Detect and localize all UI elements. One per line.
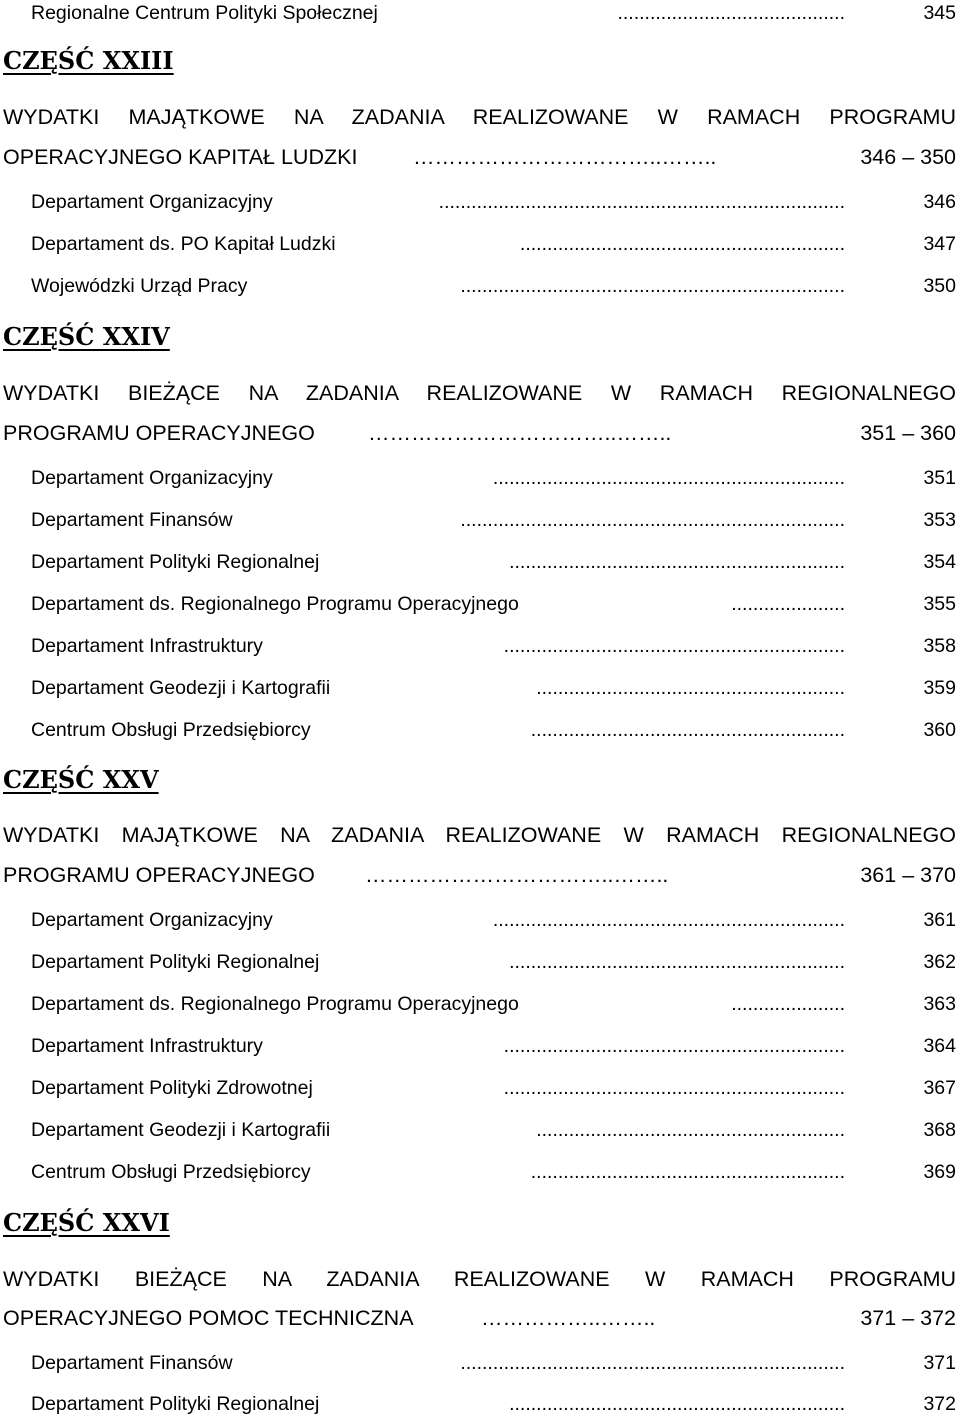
toc-page-number: 367 <box>923 1077 956 1099</box>
toc-entry[interactable] <box>0 273 960 303</box>
toc-page-range: 361 – 370 <box>860 863 956 887</box>
title-word: RAMACH <box>707 105 801 129</box>
toc-leader-dots: ............................................................... <box>503 635 845 657</box>
toc-leader-dots: ……………………………..…….. <box>365 863 669 887</box>
toc-leader-dots: ....................................................................... <box>460 275 845 297</box>
toc-leader-dots: ............................................................... <box>503 1035 845 1057</box>
toc-page-range: 371 – 372 <box>860 1306 956 1330</box>
toc-leader-dots: ..................... <box>731 593 845 615</box>
toc-entry-label: Departament ds. PO Kapitał Ludzki <box>31 233 336 255</box>
title-word: REGIONALNEGO <box>781 381 957 405</box>
title-word: PROGRAMU <box>829 1267 957 1291</box>
section-title-line2[interactable] <box>3 861 956 889</box>
title-word: REALIZOWANE <box>426 381 583 405</box>
toc-leader-dots: ............................................................... <box>503 1077 845 1099</box>
toc-page-number: 368 <box>923 1119 956 1141</box>
toc-page-number: 345 <box>923 2 956 24</box>
toc-entry-label: Wojewódzki Urząd Pracy <box>31 275 248 297</box>
title-word: ZADANIA <box>305 381 398 405</box>
toc-page-number: 354 <box>923 551 956 573</box>
toc-entry[interactable] <box>0 1350 960 1380</box>
toc-page-number: 369 <box>923 1161 956 1183</box>
toc-page-number: 355 <box>923 593 956 615</box>
section-title-line2[interactable] <box>3 1304 956 1332</box>
toc-leader-dots: ……………..…….. <box>481 1306 656 1330</box>
title-word: W <box>623 823 644 847</box>
toc-entry[interactable] <box>0 991 960 1021</box>
toc-entry-label: Departament Polityki Regionalnej <box>31 1393 320 1415</box>
title-word: WYDATKI <box>3 105 100 129</box>
toc-leader-dots: ..................... <box>731 993 845 1015</box>
toc-page-number: 351 <box>923 467 956 489</box>
toc-entry-label: Regionalne Centrum Polityki Społecznej <box>31 2 378 24</box>
section-title-text: OPERACYJNEGO POMOC TECHNICZNA <box>3 1306 414 1330</box>
toc-page-number: 363 <box>923 993 956 1015</box>
toc-leader-dots: .............................................................. <box>509 951 845 973</box>
toc-entry-label: Departament ds. Regionalnego Programu Operacyjnego <box>31 993 519 1015</box>
toc-entry-label: Departament Finansów <box>31 509 233 531</box>
toc-entry-label: Centrum Obsługi Przedsiębiorcy <box>31 719 311 741</box>
section-title-line2[interactable] <box>3 419 956 447</box>
section-title-line1 <box>3 821 956 849</box>
toc-entry[interactable] <box>0 1117 960 1147</box>
toc-leader-dots: .......................................................... <box>530 719 845 741</box>
title-word: REALIZOWANE <box>472 105 629 129</box>
toc-leader-dots: ................................................................. <box>492 909 845 931</box>
section-heading: CZĘŚĆ XXV <box>3 765 159 794</box>
section-title-line1 <box>3 379 956 407</box>
toc-entry[interactable] <box>0 189 960 219</box>
title-word: RAMACH <box>666 823 760 847</box>
title-word: RAMACH <box>700 1267 794 1291</box>
toc-leader-dots: ........................................................................... <box>438 191 845 213</box>
title-word: REGIONALNEGO <box>781 823 957 847</box>
toc-entry-label: Departament Geodezji i Kartografii <box>31 1119 331 1141</box>
title-word: W <box>610 381 632 405</box>
title-word: W <box>645 1267 666 1291</box>
toc-leader-dots: .......................................... <box>617 2 845 24</box>
toc-entry[interactable] <box>0 949 960 979</box>
title-word: NA <box>293 105 323 129</box>
title-word: BIEŻĄCE <box>127 381 220 405</box>
toc-leader-dots: .......................................................... <box>530 1161 845 1183</box>
toc-entry[interactable] <box>0 907 960 937</box>
toc-leader-dots: ……………………………..…….. <box>413 145 717 169</box>
toc-page-number: 347 <box>923 233 956 255</box>
toc-page-number: 359 <box>923 677 956 699</box>
toc-page-range: 351 – 360 <box>860 421 956 445</box>
toc-entry-label: Departament Organizacyjny <box>31 909 273 931</box>
toc-page-number: 353 <box>923 509 956 531</box>
toc-entry-label: Departament Finansów <box>31 1352 233 1374</box>
title-word: MAJĄTKOWE <box>121 823 258 847</box>
title-word: W <box>657 105 678 129</box>
section-title-text: PROGRAMU OPERACYJNEGO <box>3 421 315 445</box>
title-word: NA <box>248 381 278 405</box>
section-title-text: OPERACYJNEGO KAPITAŁ LUDZKI <box>3 145 358 169</box>
toc-entry[interactable] <box>0 549 960 579</box>
toc-page-number: 371 <box>923 1352 956 1374</box>
title-word: WYDATKI <box>3 1267 100 1291</box>
toc-leader-dots: ……………………………..…….. <box>368 421 672 445</box>
section-heading: CZĘŚĆ XXIII <box>3 46 174 75</box>
toc-entry[interactable] <box>0 465 960 495</box>
toc-leader-dots: ......................................................... <box>536 1119 845 1141</box>
title-word: WYDATKI <box>3 823 100 847</box>
title-word: RAMACH <box>659 381 753 405</box>
title-word: REALIZOWANE <box>445 823 602 847</box>
toc-leader-dots: ......................................................... <box>536 677 845 699</box>
toc-page-number: 361 <box>923 909 956 931</box>
toc-page-number: 346 <box>923 191 956 213</box>
toc-page-number: 358 <box>923 635 956 657</box>
title-word: NA <box>280 823 309 847</box>
toc-leader-dots: ............................................................ <box>519 233 845 255</box>
title-word: PROGRAMU <box>829 105 956 129</box>
section-heading: CZĘŚĆ XXIV <box>3 322 170 351</box>
toc-entry-label: Centrum Obsługi Przedsiębiorcy <box>31 1161 311 1183</box>
section-title-text: PROGRAMU OPERACYJNEGO <box>3 863 315 887</box>
section-title-line2[interactable] <box>3 143 956 171</box>
toc-entry[interactable] <box>0 633 960 663</box>
title-word: BIEŻĄCE <box>134 1267 227 1291</box>
section-title-line1 <box>3 103 956 131</box>
toc-entry-label: Departament Infrastruktury <box>31 1035 263 1057</box>
toc-entry[interactable] <box>0 507 960 537</box>
toc-entry[interactable] <box>0 675 960 705</box>
toc-leader-dots: ....................................................................... <box>460 1352 845 1374</box>
toc-entry-label: Departament Geodezji i Kartografii <box>31 677 331 699</box>
title-word: ZADANIA <box>351 105 444 129</box>
section-heading: CZĘŚĆ XXVI <box>3 1208 170 1237</box>
title-word: NA <box>262 1267 291 1291</box>
toc-page-number: 364 <box>923 1035 956 1057</box>
toc-entry-label: Departament Organizacyjny <box>31 467 273 489</box>
toc-leader-dots: ................................................................. <box>492 467 845 489</box>
toc-entry-label: Departament Polityki Regionalnej <box>31 551 320 573</box>
title-word: MAJĄTKOWE <box>128 105 265 129</box>
toc-page-number: 372 <box>923 1393 956 1415</box>
toc-page-number: 350 <box>923 275 956 297</box>
toc-leader-dots: .............................................................. <box>509 1393 845 1415</box>
toc-leader-dots: ....................................................................... <box>460 509 845 531</box>
title-word: ZADANIA <box>326 1267 419 1291</box>
title-word: ZADANIA <box>331 823 424 847</box>
toc-entry[interactable] <box>0 231 960 261</box>
toc-entry-label: Departament Organizacyjny <box>31 191 273 213</box>
toc-entry-label: Departament ds. Regionalnego Programu Operacyjnego <box>31 593 519 615</box>
toc-leader-dots: .............................................................. <box>509 551 845 573</box>
toc-page-number: 360 <box>923 719 956 741</box>
section-title-line1 <box>3 1265 956 1293</box>
toc-entry-label: Departament Infrastruktury <box>31 635 263 657</box>
toc-entry[interactable] <box>0 1159 960 1189</box>
toc-page-number: 362 <box>923 951 956 973</box>
toc-entry[interactable] <box>0 1075 960 1105</box>
toc-entry[interactable] <box>0 717 960 747</box>
toc-entry-label: Departament Polityki Regionalnej <box>31 951 320 973</box>
toc-entry[interactable] <box>0 0 960 30</box>
toc-entry[interactable] <box>0 1033 960 1063</box>
toc-entry[interactable] <box>0 591 960 621</box>
title-word: WYDATKI <box>3 381 100 405</box>
toc-page-range: 346 – 350 <box>860 145 956 169</box>
title-word: REALIZOWANE <box>453 1267 610 1291</box>
toc-entry-label: Departament Polityki Zdrowotnej <box>31 1077 313 1099</box>
